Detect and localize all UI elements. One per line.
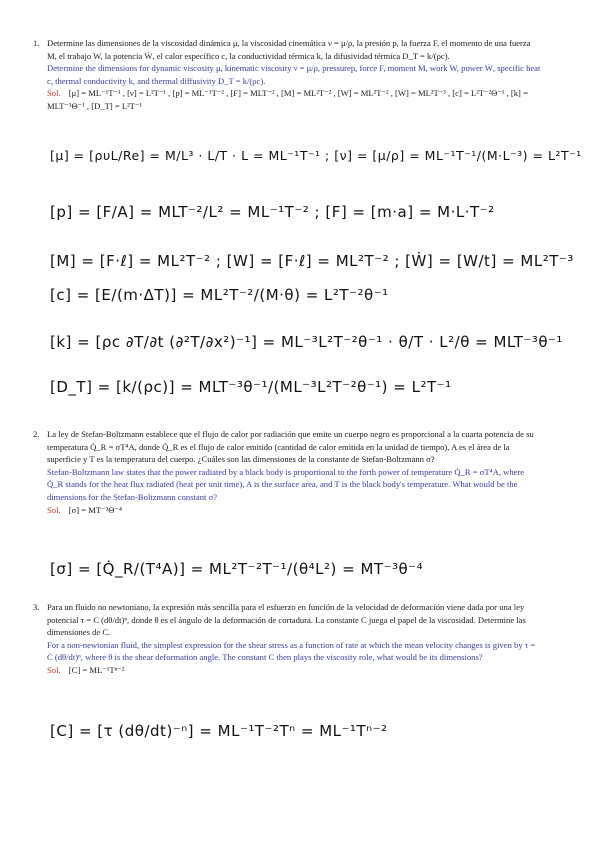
- problem-number: 2.: [33, 429, 40, 439]
- handwritten-line: [C] = [τ (dθ/dt)⁻ⁿ] = ML⁻¹T⁻²Tⁿ = ML⁻¹Tⁿ⁻²: [50, 722, 388, 740]
- solution: [47, 664, 541, 677]
- handwritten-line: [D_T] = [k/(ρc)] = MLT⁻³θ⁻¹/(ML⁻³L²T⁻²θ⁻¹) = L²T⁻¹: [50, 378, 452, 396]
- problem-text-es: Determine las dimensiones de la viscosidad dinámica μ, la viscosidad cinemática ν = μ/ρ, la presión p, la fuerza F, el momento de una fuerza M, el trabajo W, la potencia Ẇ, el calor específico c, la conductividad térmica k, la difusividad térmica D_T = k/(ρc).: [47, 38, 531, 61]
- solution: [47, 87, 541, 112]
- solution-label: Sol.: [47, 504, 61, 515]
- handwritten-line: [k] = [ρc ∂T/∂t (∂²T/∂x²)⁻¹] = ML⁻³L²T⁻²θ⁻¹ · θ/T · L²/θ = MLT⁻³θ⁻¹: [50, 333, 563, 351]
- problem-text-es: Para un fluido no newtoniano, la expresión más sencilla para el esfuerzo en función de la velocidad de deformación viene dada por una ley potencial τ = C (dθ/dt)ⁿ, donde θ es el ángulo de la deformación de cortadura. La constante C juega el papel de la viscosidad. Determine las dimensiones de C.: [47, 602, 526, 638]
- problem-2: [33, 428, 541, 516]
- handwritten-line: [M] = [F·ℓ] = ML²T⁻² ; [W] = [F·ℓ] = ML²T⁻² ; [Ẇ] = [W/t] = ML²T⁻³: [50, 252, 574, 270]
- handwritten-line: [c] = [E/(m·ΔT)] = ML²T⁻²/(M·θ) = L²T⁻²θ⁻¹: [50, 286, 389, 304]
- solution: [47, 504, 541, 517]
- solution-label: Sol.: [47, 664, 61, 675]
- solution-label: Sol.: [47, 88, 61, 99]
- handwritten-line: [p] = [F/A] = MLT⁻²/L² = ML⁻¹T⁻² ; [F] = [m·a] = M·L·T⁻²: [50, 203, 495, 221]
- problem-text-es: La ley de Stefan-Boltzmann establece que el flujo de calor por radiación que emite un cuerpo negro es proporcional a la cuarta potencia de su temperatura Q̇_R = σT⁴A, donde Q̇_R es el flujo de calor emitido (cantidad de calor emitida en la unidad de tiempo), A es el área de la superficie y T es la temperatura del cuerpo. ¿Cuáles son las dimensiones de la constante de Stefan-Boltzmann σ?: [47, 429, 534, 465]
- problem-1: [33, 37, 541, 113]
- problem-number: 1.: [33, 38, 40, 48]
- problem-text-en: Determine the dimensions for dynamic viscosity μ, kinematic viscosity ν = μ/ρ, pressurep, force F, moment M, work W, power Ẇ, specific heat c, thermal conductivity k, and thermal diffusivity D_T = k/(ρc).: [47, 63, 541, 86]
- solution-answer: [C] = ML⁻¹Tⁿ⁻²: [68, 664, 125, 675]
- solution-answer: [σ] = MT⁻³Θ⁻⁴: [68, 504, 123, 515]
- problem-3: [33, 601, 541, 677]
- problem-text-en: Stefan-Boltzmann law states that the power radiated by a black body is proportional to the forth power of temperature Q̇_R = σT⁴A, where Q̇_R stands for the heat flux radiated (heat per unit time), A is the surface area, and T is the black body's temperature. What would be the dimensions for the Stefan-Boltzmann constant σ?: [47, 466, 525, 502]
- handwritten-line: [σ] = [Q̇_R/(T⁴A)] = ML²T⁻²T⁻¹/(θ⁴L²) = MT⁻³θ⁻⁴: [50, 560, 424, 578]
- solution-answer: [μ] = ML⁻¹T⁻¹ , [ν] = L²T⁻¹ , [p] = ML⁻¹T⁻² , [F] = MLT⁻² , [M] = ML²T⁻² , [W] = ML²T⁻² , [Ẇ] = ML²T⁻³ , [c] = L²T⁻²Θ⁻¹ , [k] = MLT⁻³Θ⁻¹ , [D_T] = L²T⁻¹: [47, 88, 528, 111]
- handwritten-line: [μ] = [ρυL/Re] = M/L³ · L/T · L = ML⁻¹T⁻¹ ; [ν] = [μ/ρ] = ML⁻¹T⁻¹/(M·L⁻³) = L²T⁻¹: [50, 148, 582, 163]
- problem-number: 3.: [33, 602, 40, 612]
- problem-text-en: For a non-newtonian fluid, the simplest expression for the shear stress as a function of rate at which the mean velocity changes is given by τ = C (dθ/dt)ⁿ, where θ is the shear deformation angle. The constant C then plays the viscosity role, what would be its dimensions?: [47, 639, 536, 663]
